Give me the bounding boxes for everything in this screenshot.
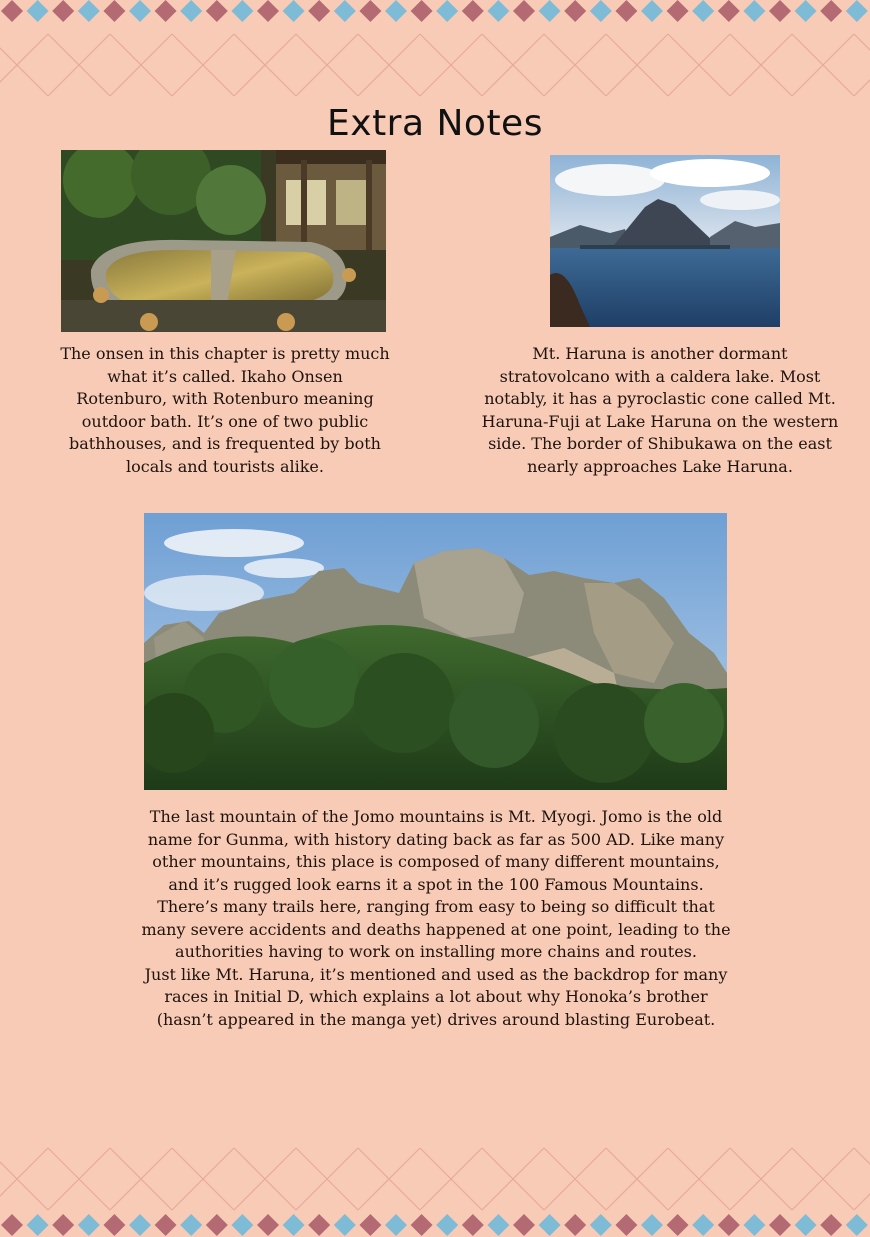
border-diamond <box>487 1214 509 1236</box>
border-diamond <box>308 0 330 22</box>
diamond-pattern-bottom <box>0 1140 870 1237</box>
border-diamond <box>78 0 100 22</box>
haruna-caption: Mt. Haruna is another dormant stratovolcano with a caldera lake. Most notably, it has a pyroclastic cone called Mt. Haruna-Fuji at Lake Haruna on the western side. The border of Shibukawa on the east nearly approaches Lake Haruna. <box>481 344 839 476</box>
border-diamond <box>257 0 279 22</box>
border-diamond <box>846 0 868 22</box>
border-diamond <box>692 1214 714 1236</box>
border-diamond <box>27 0 49 22</box>
border-diamond <box>462 1214 484 1236</box>
border-diamond <box>641 0 663 22</box>
border-diamond <box>513 1214 535 1236</box>
border-diamond <box>539 1214 561 1236</box>
top-decorative-border <box>0 0 870 105</box>
border-diamond <box>180 0 202 22</box>
border-diamond <box>231 1214 253 1236</box>
page-title: Extra Notes <box>327 103 543 144</box>
border-diamond <box>257 1214 279 1236</box>
border-diamond <box>590 1214 612 1236</box>
border-diamond <box>231 0 253 22</box>
border-diamond <box>180 1214 202 1236</box>
border-diamond <box>641 1214 663 1236</box>
border-diamond <box>103 1214 125 1236</box>
border-diamond <box>718 1214 740 1236</box>
border-diamond <box>411 0 433 22</box>
border-diamond <box>52 1214 74 1236</box>
border-diamond <box>359 0 381 22</box>
border-diamond <box>743 1214 765 1236</box>
bottom-decorative-border <box>0 1140 870 1237</box>
border-diamond <box>564 1214 586 1236</box>
border-diamond <box>27 1214 49 1236</box>
border-diamond <box>283 1214 305 1236</box>
border-diamond <box>487 0 509 22</box>
onsen-caption: The onsen in this chapter is pretty much what it’s called. Ikaho Onsen Rotenburo, with Rotenburo meaning outdoor bath. It’s one of two public bathhouses, and is frequented by both locals and tourists alike. <box>60 344 390 476</box>
myogi-photo <box>144 513 727 790</box>
border-diamond <box>1 0 23 22</box>
border-diamond <box>718 0 740 22</box>
border-diamond <box>436 0 458 22</box>
border-diamond <box>692 0 714 22</box>
border-diamond <box>436 1214 458 1236</box>
border-diamond <box>206 1214 228 1236</box>
border-diamond <box>385 0 407 22</box>
onsen-photo <box>61 150 386 332</box>
border-diamond <box>615 1214 637 1236</box>
haruna-photo <box>550 155 780 327</box>
border-diamond <box>334 0 356 22</box>
border-diamond <box>411 1214 433 1236</box>
border-diamond <box>667 1214 689 1236</box>
border-diamond <box>769 0 791 22</box>
border-diamond <box>590 0 612 22</box>
border-diamond <box>206 0 228 22</box>
border-diamond <box>667 0 689 22</box>
border-diamond <box>820 0 842 22</box>
myogi-paragraph-2: Just like Mt. Haruna, it’s mentioned and used as the backdrop for many races in Initial D, which explains a lot about why Honoka’s brother (hasn’t appeared in the manga yet) drives around blasting Eurobeat. <box>144 964 728 1029</box>
diamond-pattern-top <box>0 0 870 105</box>
border-diamond <box>155 0 177 22</box>
border-diamond <box>743 0 765 22</box>
border-diamond <box>155 1214 177 1236</box>
myogi-caption <box>140 806 732 1031</box>
border-diamond <box>334 1214 356 1236</box>
border-diamond <box>385 1214 407 1236</box>
border-diamond <box>1 1214 23 1236</box>
border-diamond <box>52 0 74 22</box>
border-diamond <box>564 0 586 22</box>
border-diamond <box>359 1214 381 1236</box>
border-diamond <box>462 0 484 22</box>
border-diamond <box>308 1214 330 1236</box>
border-diamond <box>103 0 125 22</box>
myogi-paragraph-1: The last mountain of the Jomo mountains is Mt. Myogi. Jomo is the old name for Gunma, with history dating back as far as 500 AD. Like many other mountains, this place is composed of many different mountains, and it’s rugged look earns it a spot in the 100 Famous Mountains. There’s many trails here, ranging from easy to being so difficult that many severe accidents and deaths happened at one point, leading to the authorities having to work on installing more chains and routes. <box>141 807 731 961</box>
border-diamond <box>820 1214 842 1236</box>
border-diamond <box>129 0 151 22</box>
border-diamond <box>795 1214 817 1236</box>
border-diamond <box>129 1214 151 1236</box>
border-diamond <box>78 1214 100 1236</box>
border-diamond <box>513 0 535 22</box>
border-diamond <box>846 1214 868 1236</box>
border-diamond <box>539 0 561 22</box>
border-diamond <box>283 0 305 22</box>
border-diamond <box>795 0 817 22</box>
border-diamond <box>769 1214 791 1236</box>
border-diamond <box>615 0 637 22</box>
